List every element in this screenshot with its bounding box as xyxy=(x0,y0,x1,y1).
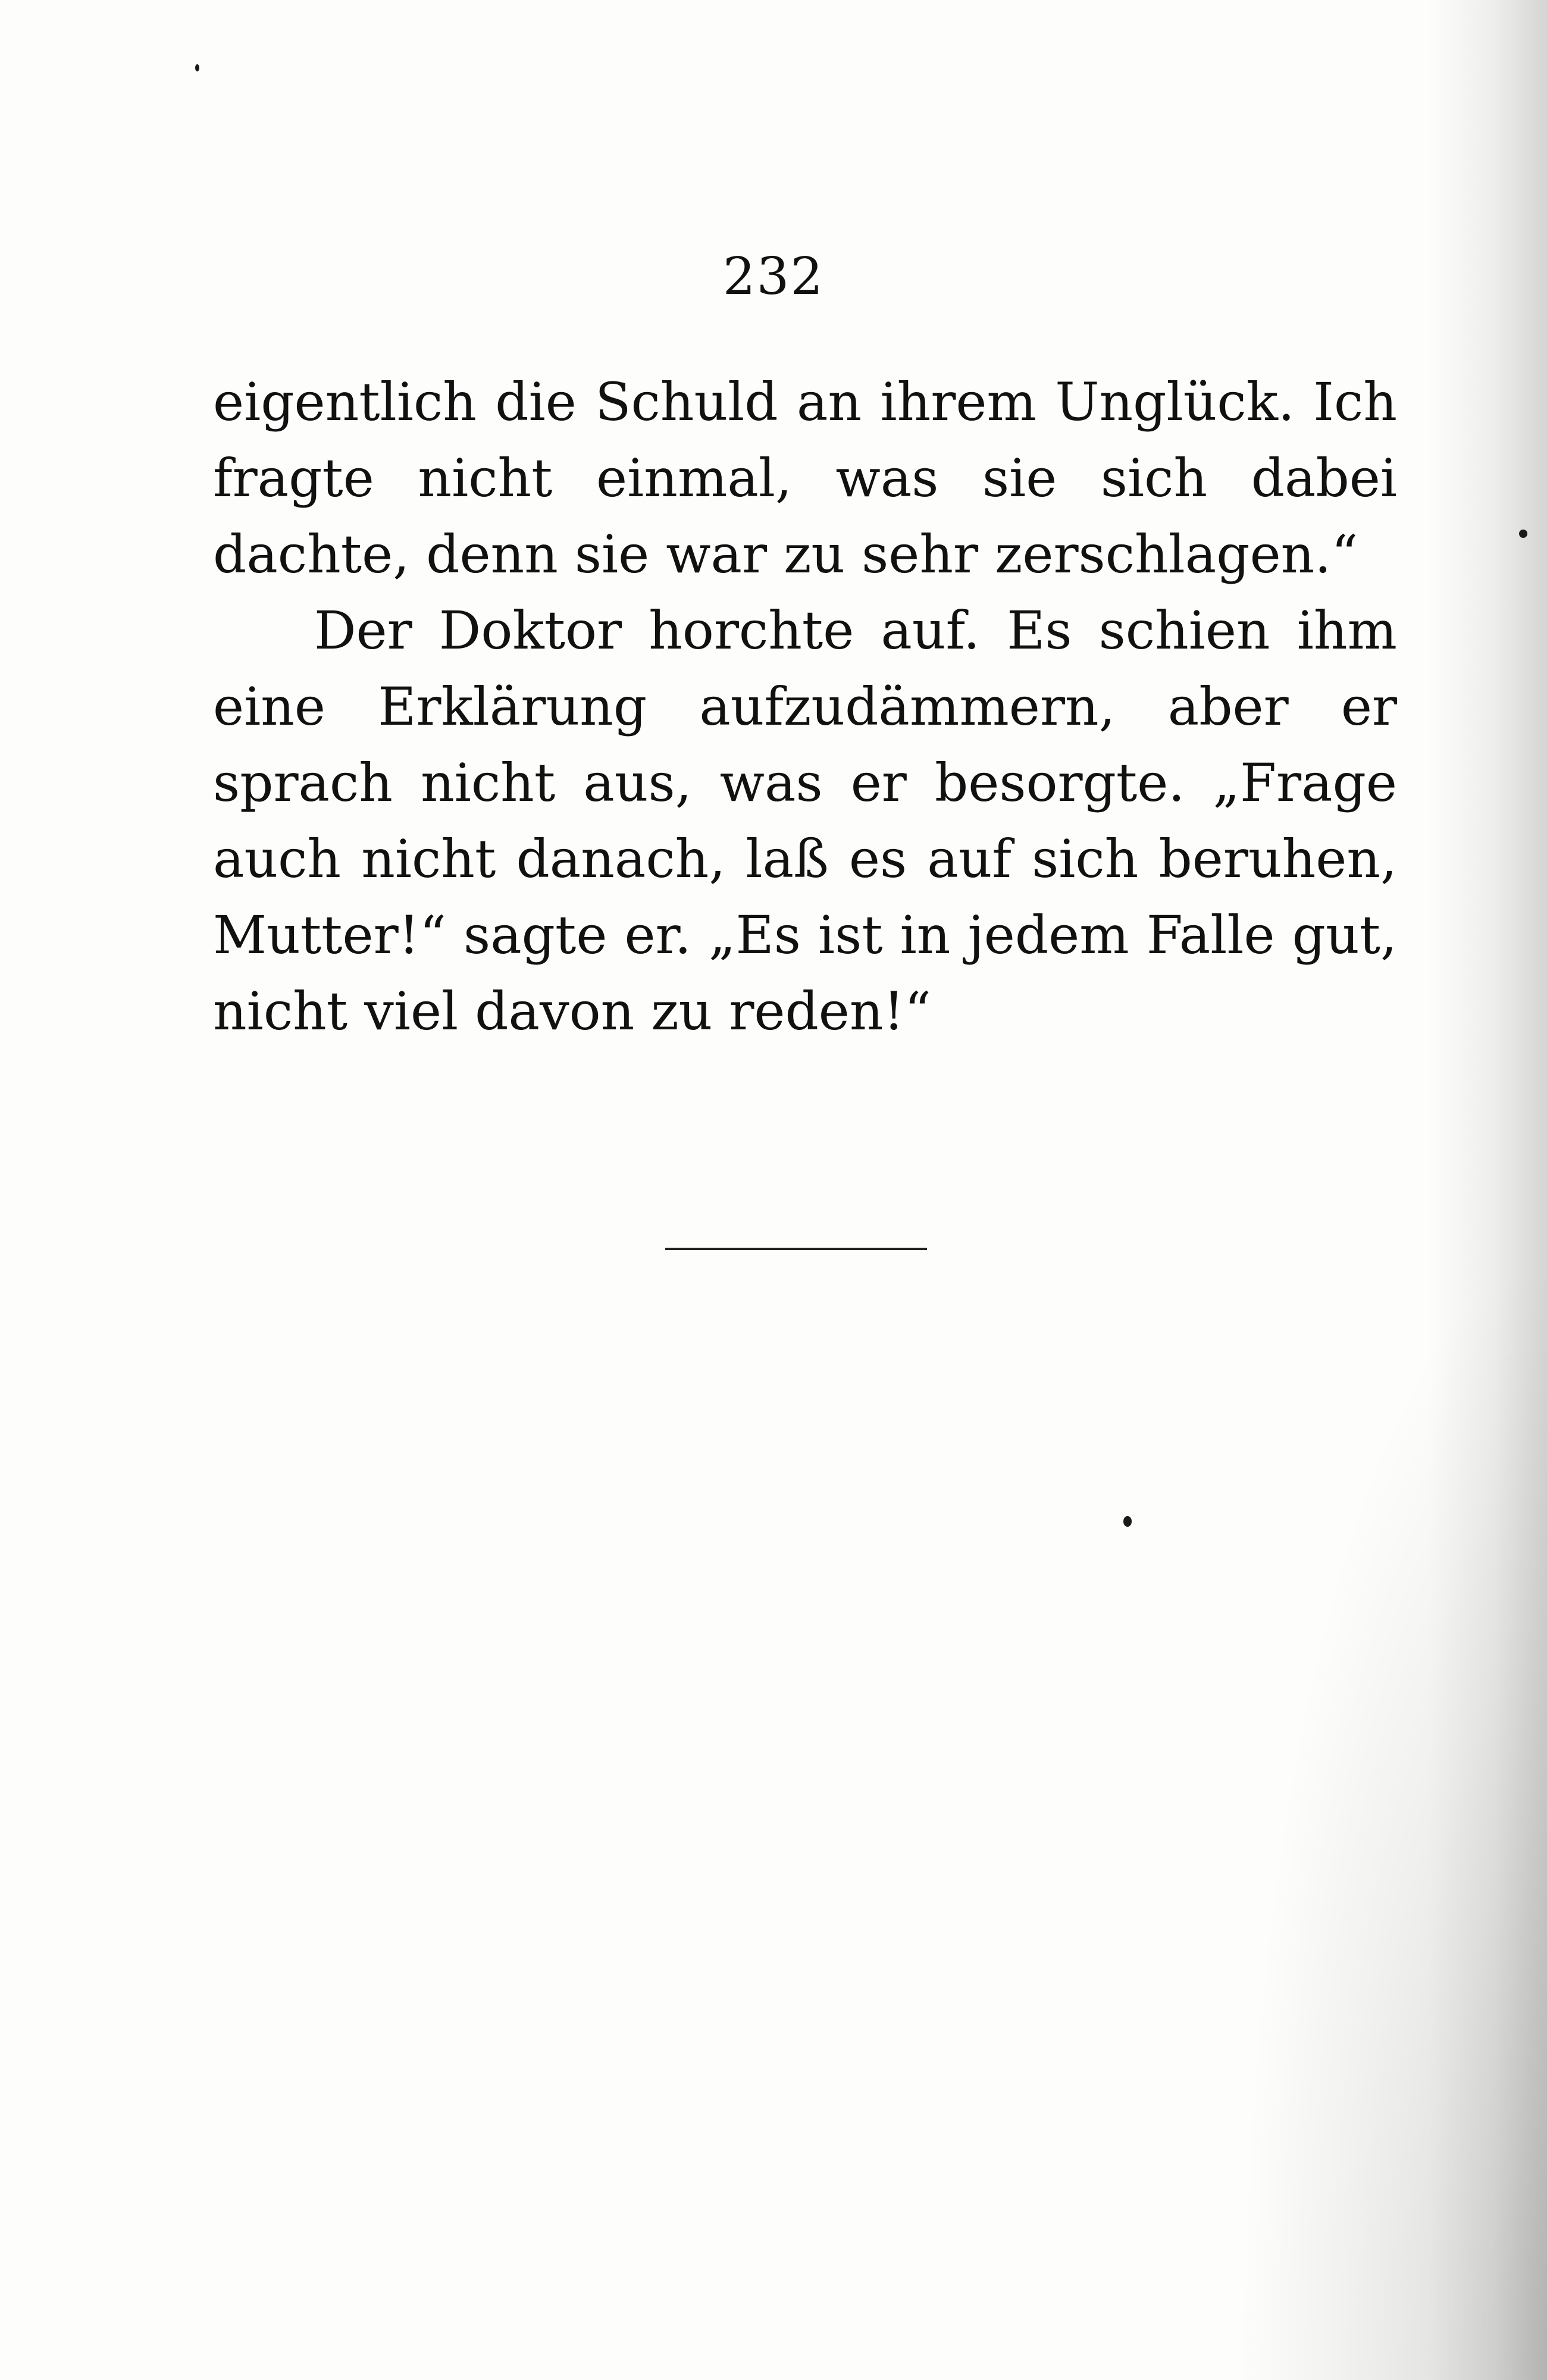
paragraph-2: Der Doktor horchte auf. Es schien ihm eine Erklärung aufzudämmern, aber er sprach nicht aus, was er besorgte. „Frage auch nicht danach, laß es auf sich beruhen, Mutter!“ sagte er. „Es ist in jedem Falle gut, nicht viel davon zu reden!“ xyxy=(213,600,1397,1042)
ink-speck xyxy=(195,64,199,71)
section-end-rule xyxy=(665,1248,927,1250)
paragraph-1: eigentlich die Schuld an ihrem Unglück. Ich fragte nicht einmal, was sie sich dabei dachte, denn sie war zu sehr zerschlagen.“ xyxy=(213,371,1397,585)
page-number: 232 xyxy=(722,247,825,306)
page-corner-shadow xyxy=(1238,1250,1547,2380)
ink-speck xyxy=(1519,530,1527,538)
body-text xyxy=(213,364,1397,1050)
ink-speck xyxy=(1123,1516,1132,1527)
